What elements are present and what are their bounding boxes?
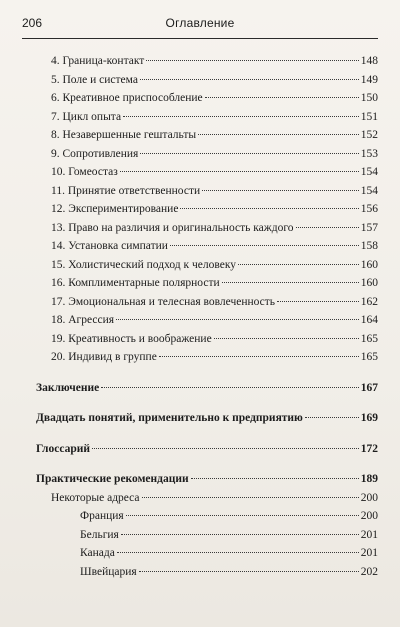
spacer — [36, 397, 378, 409]
dot-leader — [101, 387, 359, 388]
running-title: Оглавление — [165, 16, 235, 30]
toc-entry-title: 5. Поле и система — [51, 73, 138, 86]
toc-entry-page: 189 — [360, 473, 378, 485]
toc-entry-title: Глоссарий — [36, 442, 90, 455]
dot-leader — [117, 552, 359, 553]
toc-chapter — [36, 379, 378, 398]
dot-leader — [191, 478, 359, 479]
toc-entry-title: Двадцать понятий, применительно к предприятию — [36, 412, 303, 424]
toc-entry-title: 15. Холистический подход к человеку — [51, 258, 237, 271]
table-of-contents — [36, 52, 378, 581]
dot-leader — [296, 227, 359, 228]
toc-entry-page: 154 — [360, 184, 378, 197]
toc-entry-page: 154 — [360, 166, 378, 178]
dot-leader — [92, 448, 359, 449]
toc-entry — [36, 219, 378, 238]
dot-leader — [277, 301, 359, 302]
dot-leader — [146, 60, 358, 61]
toc-entry-title: 13. Право на различия и оригинальность каждого — [51, 221, 294, 234]
toc-entry — [36, 145, 378, 164]
toc-entry-title: Франция — [80, 510, 124, 522]
dot-leader — [120, 171, 359, 172]
toc-entry-title: 11. Принятие ответственности — [51, 184, 201, 197]
dot-leader — [139, 571, 359, 572]
toc-entry-title: 16. Комплиментарные полярности — [51, 277, 220, 289]
toc-chapter — [36, 470, 378, 489]
page-number: 206 — [22, 16, 43, 30]
toc-entry — [36, 237, 378, 256]
toc-entry — [36, 126, 378, 145]
spacer — [36, 367, 378, 379]
toc-entry — [36, 330, 378, 349]
toc-entry-page: 149 — [360, 73, 378, 86]
toc-entry-page: 169 — [360, 412, 378, 424]
toc-entry-title: 7. Цикл опыта — [51, 110, 122, 123]
toc-entry — [36, 489, 378, 508]
dot-leader — [202, 190, 359, 191]
toc-entry — [36, 274, 378, 293]
toc-entry-title: 20. Индивид в группе — [51, 351, 157, 363]
toc-entry-page: 152 — [360, 129, 378, 141]
toc-entry — [36, 348, 378, 367]
dot-leader — [238, 264, 359, 265]
toc-entry — [36, 526, 378, 545]
toc-entry-page: 160 — [360, 258, 378, 271]
toc-entry-page: 156 — [360, 203, 378, 215]
dot-leader — [159, 356, 359, 357]
toc-entry-title: Практические рекомендации — [36, 473, 189, 485]
toc-entry-title: 9. Сопротивления — [51, 147, 139, 160]
toc-entry-page: 157 — [360, 221, 378, 234]
dot-leader — [126, 515, 359, 516]
page-header — [22, 16, 378, 38]
toc-entry-page: 201 — [360, 547, 378, 559]
toc-entry — [36, 293, 378, 312]
dot-leader — [121, 534, 359, 535]
toc-chapter — [36, 409, 378, 428]
toc-entry-title: Некоторые адреса — [51, 491, 140, 504]
spacer — [36, 458, 378, 470]
toc-entry-page: 150 — [360, 92, 378, 104]
toc-entry-title: 14. Установка симпатии — [51, 240, 168, 252]
toc-entry — [36, 563, 378, 582]
toc-entry-title: 19. Креативность и воображение — [51, 332, 212, 345]
dot-leader — [170, 245, 359, 246]
toc-entry-title: Заключение — [36, 381, 100, 394]
toc-entry-page: 172 — [360, 442, 378, 455]
dot-leader — [222, 282, 359, 283]
toc-entry-title: 4. Граница-контакт — [51, 55, 145, 67]
toc-entry-page: 202 — [360, 565, 378, 578]
toc-entry-page: 153 — [360, 147, 378, 160]
toc-entry — [36, 544, 378, 563]
toc-entry-page: 200 — [360, 491, 378, 504]
toc-entry-title: 8. Незавершенные гештальты — [51, 129, 197, 141]
toc-entry-page: 151 — [360, 110, 378, 123]
toc-entry — [36, 200, 378, 219]
toc-entry-title: Бельгия — [80, 528, 119, 541]
dot-leader — [205, 97, 359, 98]
toc-chapter — [36, 440, 378, 459]
toc-entry-title: 17. Эмоциональная и телесная вовлеченность — [51, 295, 276, 308]
toc-entry-page: 162 — [360, 295, 378, 308]
toc-entry-page: 158 — [360, 240, 378, 252]
toc-entry — [36, 507, 378, 526]
dot-leader — [142, 497, 359, 498]
toc-entry — [36, 71, 378, 90]
toc-entry — [36, 52, 378, 71]
dot-leader — [305, 417, 359, 418]
toc-entry-page: 201 — [360, 528, 378, 541]
toc-entry — [36, 182, 378, 201]
dot-leader — [180, 208, 358, 209]
toc-entry — [36, 108, 378, 127]
toc-entry-page: 200 — [360, 510, 378, 522]
toc-entry-title: 6. Креативное приспособление — [51, 92, 203, 104]
toc-entry-title: Канада — [80, 547, 115, 559]
toc-entry-page: 164 — [360, 314, 378, 326]
toc-entry-page: 148 — [360, 55, 378, 67]
toc-entry — [36, 163, 378, 182]
toc-entry-title: 12. Экспериментирование — [51, 203, 179, 215]
toc-entry — [36, 256, 378, 275]
spacer — [36, 428, 378, 440]
dot-leader — [116, 319, 359, 320]
toc-entry-title: Швейцария — [80, 565, 137, 578]
toc-entry-title: 10. Гомеостаз — [51, 166, 118, 178]
dot-leader — [198, 134, 359, 135]
dot-leader — [123, 116, 359, 117]
dot-leader — [140, 79, 359, 80]
toc-entry — [36, 89, 378, 108]
toc-entry-page: 167 — [360, 381, 378, 394]
toc-entry-page: 160 — [360, 277, 378, 289]
toc-entry — [36, 311, 378, 330]
toc-entry-page: 165 — [360, 332, 378, 345]
dot-leader — [214, 338, 359, 339]
header-rule — [22, 38, 378, 39]
dot-leader — [140, 153, 358, 154]
toc-entry-title: 18. Агрессия — [51, 314, 115, 326]
toc-entry-page: 165 — [360, 351, 378, 363]
